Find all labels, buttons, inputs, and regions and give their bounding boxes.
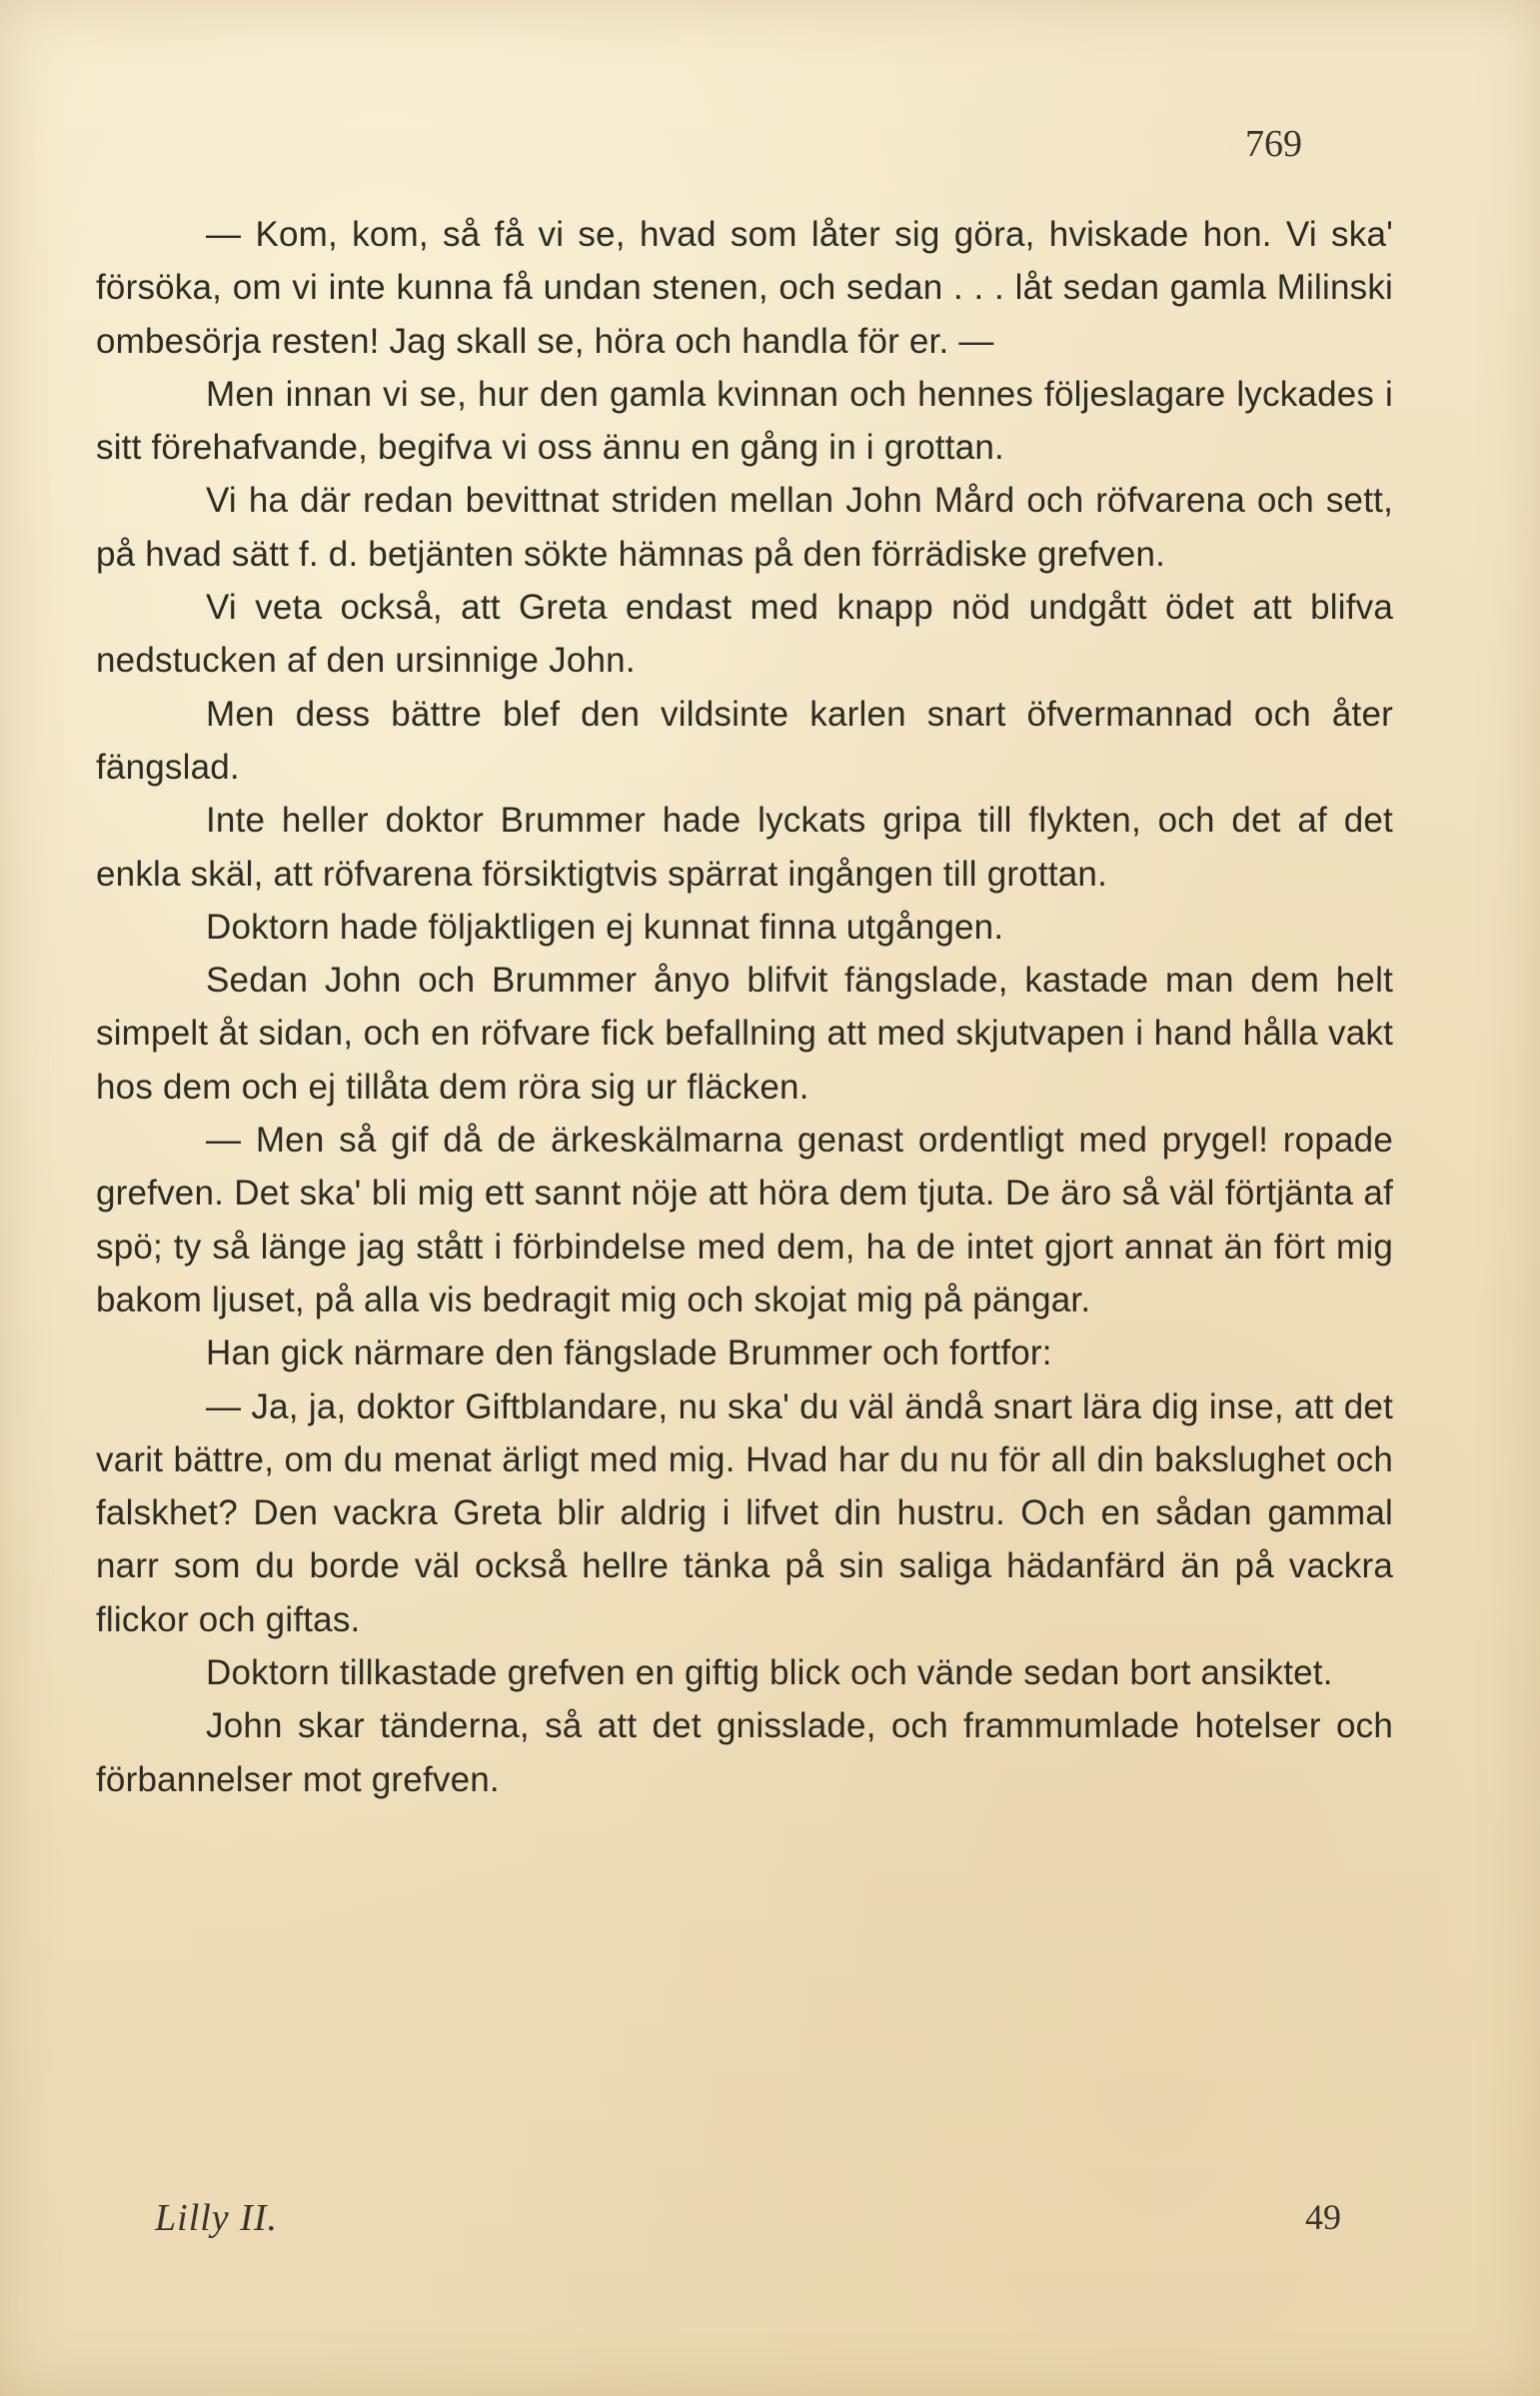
body-text xyxy=(96,208,1393,1806)
paragraph: Men innan vi se, hur den gamla kvinnan och hennes följeslagare lyckades i sitt förehafvande, begifva vi oss ännu en gång in i grottan. xyxy=(96,374,1393,468)
paragraph: Men dess bättre blef den vildsinte karlen snart öfvermannad och åter fängslad. xyxy=(96,694,1393,787)
sheet-number: 49 xyxy=(1305,2197,1341,2237)
paragraph: — Men så gif då de ärkeskälmarna genast ordentligt med prygel! ropade grefven. Det ska' bli mig ett sannt nöje att höra dem tjuta. De äro så väl förtjänta af spö; ty så länge jag stått i förbindelse med dem, ha de intet gjort annat än fört mig bakom ljuset, på alla vis bedragit mig och skojat mig på pängar. xyxy=(96,1121,1393,1319)
paragraph: — Ja, ja, doktor Giftblandare, nu ska' du väl ändå snart lära dig inse, att det varit bättre, om du menat ärligt med mig. Hvad har du nu för all din bakslughet och falskhet? Den vackra Greta blir aldrig i lifvet din hustru. Och en sådan gammal narr som du borde väl också hellre tänka på sin saliga hädanfärd än på vackra flickor och giftas. xyxy=(96,1386,1393,1639)
paragraph: Vi ha där redan bevittnat striden mellan John Mård och röfvarena och sett, på hvad sätt f. d. betjänten sökte hämnas på den förrädiske grefven. xyxy=(96,481,1393,574)
paragraph: — Kom, kom, så få vi se, hvad som låter sig göra, hviskade hon. Vi ska' försöka, om vi inte kunna få undan stenen, och sedan . . . låt sedan gamla Milinski ombesörja resten! Jag skall se, höra och handla för er. — xyxy=(96,215,1393,361)
paragraph: Vi veta också, att Greta endast med knapp nöd undgått ödet att blifva nedstucken af den ursinnige John. xyxy=(96,588,1393,681)
paragraph: Doktorn tillkastade grefven en giftig blick och vände sedan bort ansiktet. xyxy=(206,1653,1333,1693)
paragraph: Sedan John och Brummer ånyo blifvit fängslade, kastade man dem helt simpelt åt sidan, och en röfvare fick befallning att med skjutvapen i hand hålla vakt hos dem och ej tillåta dem röra sig ur fläcken. xyxy=(96,961,1393,1107)
page-number: 769 xyxy=(1245,123,1302,165)
paragraph: Doktorn hade följaktligen ej kunnat finna utgången. xyxy=(206,907,1004,947)
paragraph: Han gick närmare den fängslade Brummer och fortfor: xyxy=(206,1333,1052,1373)
paragraph: Inte heller doktor Brummer hade lyckats gripa till flykten, och det af det enkla skäl, att röfvarena försiktigtvis spärrat ingången till grottan. xyxy=(96,801,1393,894)
page-footer xyxy=(0,2196,1540,2256)
signature-mark: Lilly II. xyxy=(155,2197,278,2239)
paragraph: John skar tänderna, så att det gnisslade, och frammumlade hotelser och förbannelser mot grefven. xyxy=(96,1706,1393,1799)
